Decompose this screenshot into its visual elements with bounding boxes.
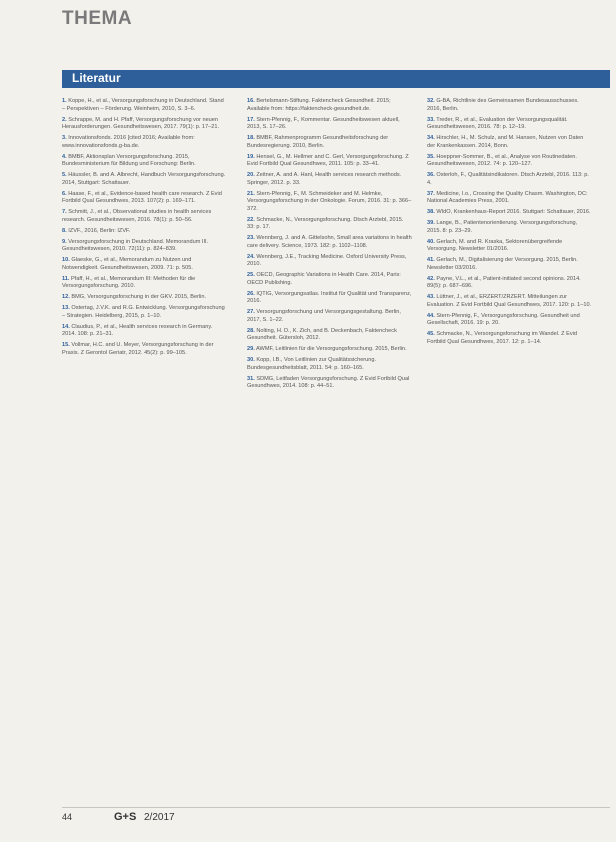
reference-text: Ostertag, J.V.K. and R.G. Entwicklung. Versorgungsforschung – Strategien. Heidelberg, 2015, p. 1–10. [62,305,225,319]
reference-text: IQTIG, Versorgungsatlas. Institut für Qualität und Transparenz, 2016. [247,290,412,304]
reference-item [427,154,592,169]
reference-item [62,228,227,236]
reference-number: 34. [427,135,435,141]
reference-item [427,191,592,206]
reference-column-2 [247,98,412,394]
reference-text: Osterloh, F., Qualitätsindikatoren. Dtsch Arztebl, 2016. 113: p. 4. [427,172,589,186]
reference-item [247,235,412,250]
reference-item [427,331,592,346]
reference-text: Häussler, B. and A. Albrecht, Handbuch Versorgungsforschung. 2014, Stuttgart: Schattauer. [62,172,226,186]
reference-number: 20. [247,172,255,178]
reference-text: BMG, Versorgungsforschung in der GKV. 2015, Berlin. [71,294,207,300]
reference-text: Innovationsfonds. 2016 [cited 2016; Available from: www.innovationsfonds.g-ba.de. [62,135,195,149]
reference-item [427,294,592,309]
reference-text: Zeitner, A. and A. Hanl, Health services research methods. Springer, 2012. p. 33. [247,172,402,186]
reference-text: G-BA, Richtlinie des Gemeinsamen Bundesausschusses. 2016, Berlin. [427,98,579,112]
reference-item [427,135,592,150]
reference-item [247,191,412,214]
reference-item [427,239,592,254]
reference-text: Nolting, H. D., K. Zich, and B. Deckenbach, Faktencheck Gesundheit. Gütersloh, 2012. [247,327,397,341]
reference-number: 37. [427,190,435,197]
reference-item [247,357,412,372]
reference-item [247,217,412,232]
footer-rule [62,807,610,808]
reference-number: 24. [247,253,255,260]
reference-item [427,220,592,235]
reference-item [427,98,592,113]
reference-item [427,117,592,132]
reference-item [427,276,592,291]
reference-number: 32. [427,98,435,104]
reference-item [62,324,227,339]
reference-text: Gerlach, M., Digitalisierung der Versorgung. 2015, Berlin. Newsletter 03/2016. [427,257,578,271]
reference-item [62,117,227,132]
reference-number: 23. [247,235,255,241]
reference-number: 10. [62,257,70,263]
section-title: THEMA [62,8,133,29]
reference-item [247,376,412,391]
reference-text: BMBF, Rahmenprogramm Gesundheitsforschung der Bundesregierung. 2010, Berlin. [247,135,389,149]
reference-number: 40. [427,238,435,245]
reference-text: Hoeppner-Sommer, B., et al., Analyse von Routinedaten. Gesundheitswesen, 2012. 74: p. 120–127. [427,153,577,167]
reference-number: 41. [427,257,435,263]
reference-number: 35. [427,153,435,160]
reference-number: 12. [62,294,70,300]
reference-text: Schmitt, J., et al., Observational studies in health services research. Gesundheitswesen, 2016. 78(1): p. 50–56. [62,209,212,223]
reference-text: Glaeske, G., et al., Memorandum zu Nutzen und Notwendigkeit. Gesundheitswesen, 2009. 71: p. 505. [62,257,193,271]
reference-text: Bertelsmann-Stiftung. Faktencheck Gesundheit. 2015; Available from: https://faktencheck-gesundheit.de. [247,98,391,112]
reference-text: Claudius, P., et al., Health services research in Germany. 2014. 108: p. 21–31. [62,323,213,337]
reference-number: 44. [427,312,435,319]
reference-text: Wennberg, J.E., Tracking Medicine. Oxford University Press, 2010. [247,253,407,267]
reference-text: Versorgungsforschung in Deutschland. Memorandum III. Gesundheitswesen, 2010. 72(11): p. 824–839. [62,238,209,252]
reference-number: 21. [247,190,255,197]
reference-number: 15. [62,342,70,348]
reference-text: SDMG, Leitfaden Versorgungsforschung. Z Evid Fortbild Qual Gesundhwes, 2014. 108: p. 44–51. [247,375,410,389]
reference-text: OECD, Geographic Variations in Health Care. 2014, Paris: OECD Publishing. [247,272,401,286]
reference-text: Kopp, I.B., Von Leitlinien zur Qualitätssicherung. Bundesgesundheitsblatt, 2011. 54: p. 160–165. [247,357,377,371]
reference-number: 28. [247,327,255,334]
reference-number: 26. [247,290,255,297]
reference-text: Gerlach, M. and R. Kraska, Sektorenübergreifende Versorgung. Newsletter 01/2016. [427,238,563,252]
reference-item [247,98,412,113]
reference-item [62,135,227,150]
reference-item [62,239,227,254]
reference-item [62,342,227,357]
reference-text: Vollmar, H.C. and U. Meyer, Versorgungsforschung in der Praxis. Z Gerontol Geriatr, 2012. 45(2): p. 99–105. [62,342,214,356]
reference-item [427,313,592,328]
reference-number: 2. [62,116,67,123]
reference-number: 1. [62,98,67,104]
reference-number: 31. [247,375,255,382]
reference-item [247,291,412,306]
reference-number: 38. [427,209,435,215]
reference-number: 43. [427,294,435,300]
reference-column-1 [62,98,227,361]
reference-number: 19. [247,153,255,160]
reference-number: 45. [427,331,435,337]
reference-item [247,172,412,187]
reference-item [247,135,412,150]
page-number: 44 [62,812,73,822]
reference-number: 17. [247,116,255,123]
reference-text: Schmacke, N., Versorgungsforschung im Wandel. Z Evid Fortbild Qual Gesundhwes, 2017. 12: p. 1–14. [427,331,577,345]
reference-text: Hensel, G., M. Hellmer and C. Gerl, Versorgungsforschung. Z Evid Fortbild Qual Gesundhwes, 2011. 105: p. 33–41. [247,153,409,167]
reference-number: 42. [427,275,435,282]
reference-number: 33. [427,116,435,123]
reference-item [247,346,412,354]
reference-text: Haase, F., et al., Evidence-based health care research. Z Evid Fortbild Qual Gesundhwes, 2013. 107(2): p. 169–171. [62,190,222,204]
reference-number: 6. [62,190,67,197]
reference-item [427,257,592,272]
reference-text: IZVF., 2016, Berlin: IZVF. [68,227,131,234]
reference-item [62,294,227,302]
reference-text: Hirschler, H., M. Schulz, and M. Hansen, Nutzen von Daten der Krankenkassen. 2014, Bonn. [427,135,584,149]
reference-number: 5. [62,172,67,178]
reference-text: WIdO, Krankenhaus-Report 2016. Stuttgart: Schattauer, 2016. [436,209,591,215]
reference-number: 13. [62,305,70,311]
reference-item [247,254,412,269]
reference-text: Medicine, I.o., Crossing the Quality Chasm. Washington, DC: National Academies Press, 2001. [427,190,588,204]
reference-text: AWMF, Leitlinien für die Versorgungsforschung. 2015, Berlin. [256,346,407,352]
reference-item [247,328,412,343]
reference-text: Schrappe, M. and H. Pfaff, Versorgungsforschung vor neuen Herausforderungen. Gesundheitswesen, 2017. 79(1): p. 17–21. [62,116,220,130]
reference-item [247,272,412,287]
reference-number: 7. [62,209,67,215]
reference-text: Payne, V.L., et al., Patient-initiated second opinions. 2014. 89(5): p. 687–696. [427,275,581,289]
reference-text: Stern-Pfennig, F., M. Schmeideker and M. Helmke, Versorgungsforschung in der Onkologie. Forum, 2016. 31: p. 366–372. [247,190,412,212]
issue-number: 2/2017 [144,812,175,823]
reference-text: Pfaff, H., et al., Memorandum III: Methoden für die Versorgungsforschung. 2010. [62,275,196,289]
reference-number: 3. [62,135,67,141]
reference-number: 36. [427,172,435,178]
reference-item [247,117,412,132]
reference-text: Lange, B., Patientenorientierung. Versorgungsforschung, 2015. 8: p. 23–29. [427,220,578,234]
reference-number: 30. [247,357,255,363]
reference-text: Stern-Pfennig, F., Versorgungsforschung. Gesundheit und Gesellschaft, 2016. 19: p. 20. [427,312,580,326]
reference-number: 14. [62,323,70,330]
reference-column-3 [427,98,592,350]
reference-item [62,276,227,291]
reference-number: 39. [427,220,435,226]
reference-number: 9. [62,238,67,245]
reference-number: 16. [247,98,255,104]
reference-item [62,98,227,113]
reference-number: 8. [62,227,67,234]
reference-item [247,154,412,169]
reference-text: Koppe, H., et al., Versorgungsforschung in Deutschland. Stand – Perspektiven – Förderung. Weinheim, 2010, S. 3–6. [62,98,224,112]
reference-number: 25. [247,272,255,278]
reference-number: 27. [247,309,255,315]
reference-item [62,191,227,206]
reference-number: 11. [62,275,70,282]
literature-title: Literatur [72,71,121,85]
reference-item [62,257,227,272]
reference-item [62,154,227,169]
reference-item [427,209,592,217]
reference-number: 22. [247,216,255,223]
reference-item [247,309,412,324]
reference-text: BMBF, Aktionsplan Versorgungsforschung. 2015, Bundesministerium für Bildung und Forschung: Berlin. [62,153,196,167]
reference-text: Wennberg, J. and A. Gittelsohn, Small area variations in health care delivery. Science, 1973. 182: p. 1102–1108. [247,235,412,249]
reference-text: Treder, R., et al., Evaluation der Versorgungsqualität. Gesundheitswesen, 2016. 78: p. 12–19. [427,116,568,130]
literature-header-bar [62,70,610,88]
magazine-logo: G+S [114,811,137,823]
reference-item [62,305,227,320]
reference-number: 29. [247,346,255,352]
reference-item [62,172,227,187]
reference-text: Stern-Pfennig, F., Kommentar. Gesundheitswesen aktuell, 2013, S. 17–26. [247,116,400,130]
reference-number: 4. [62,153,67,160]
footer [62,811,175,823]
reference-item [62,209,227,224]
reference-text: Schmacke, N., Versorgungsforschung. Dtsch Arztebl, 2015. 33: p. 17. [247,216,404,230]
reference-item [427,172,592,187]
reference-text: Lüttner, J., et al., ERZERT/ZRZERT. Mitteilungen zur Evaluation. Z Evid Fortbild Qual Gesundhwes, 2017. 120: p. 1–10. [427,294,592,308]
reference-text: Versorgungsforschung und Versorgungsgestaltung. Berlin, 2017, S. 1–22. [247,309,401,323]
reference-number: 18. [247,135,255,141]
